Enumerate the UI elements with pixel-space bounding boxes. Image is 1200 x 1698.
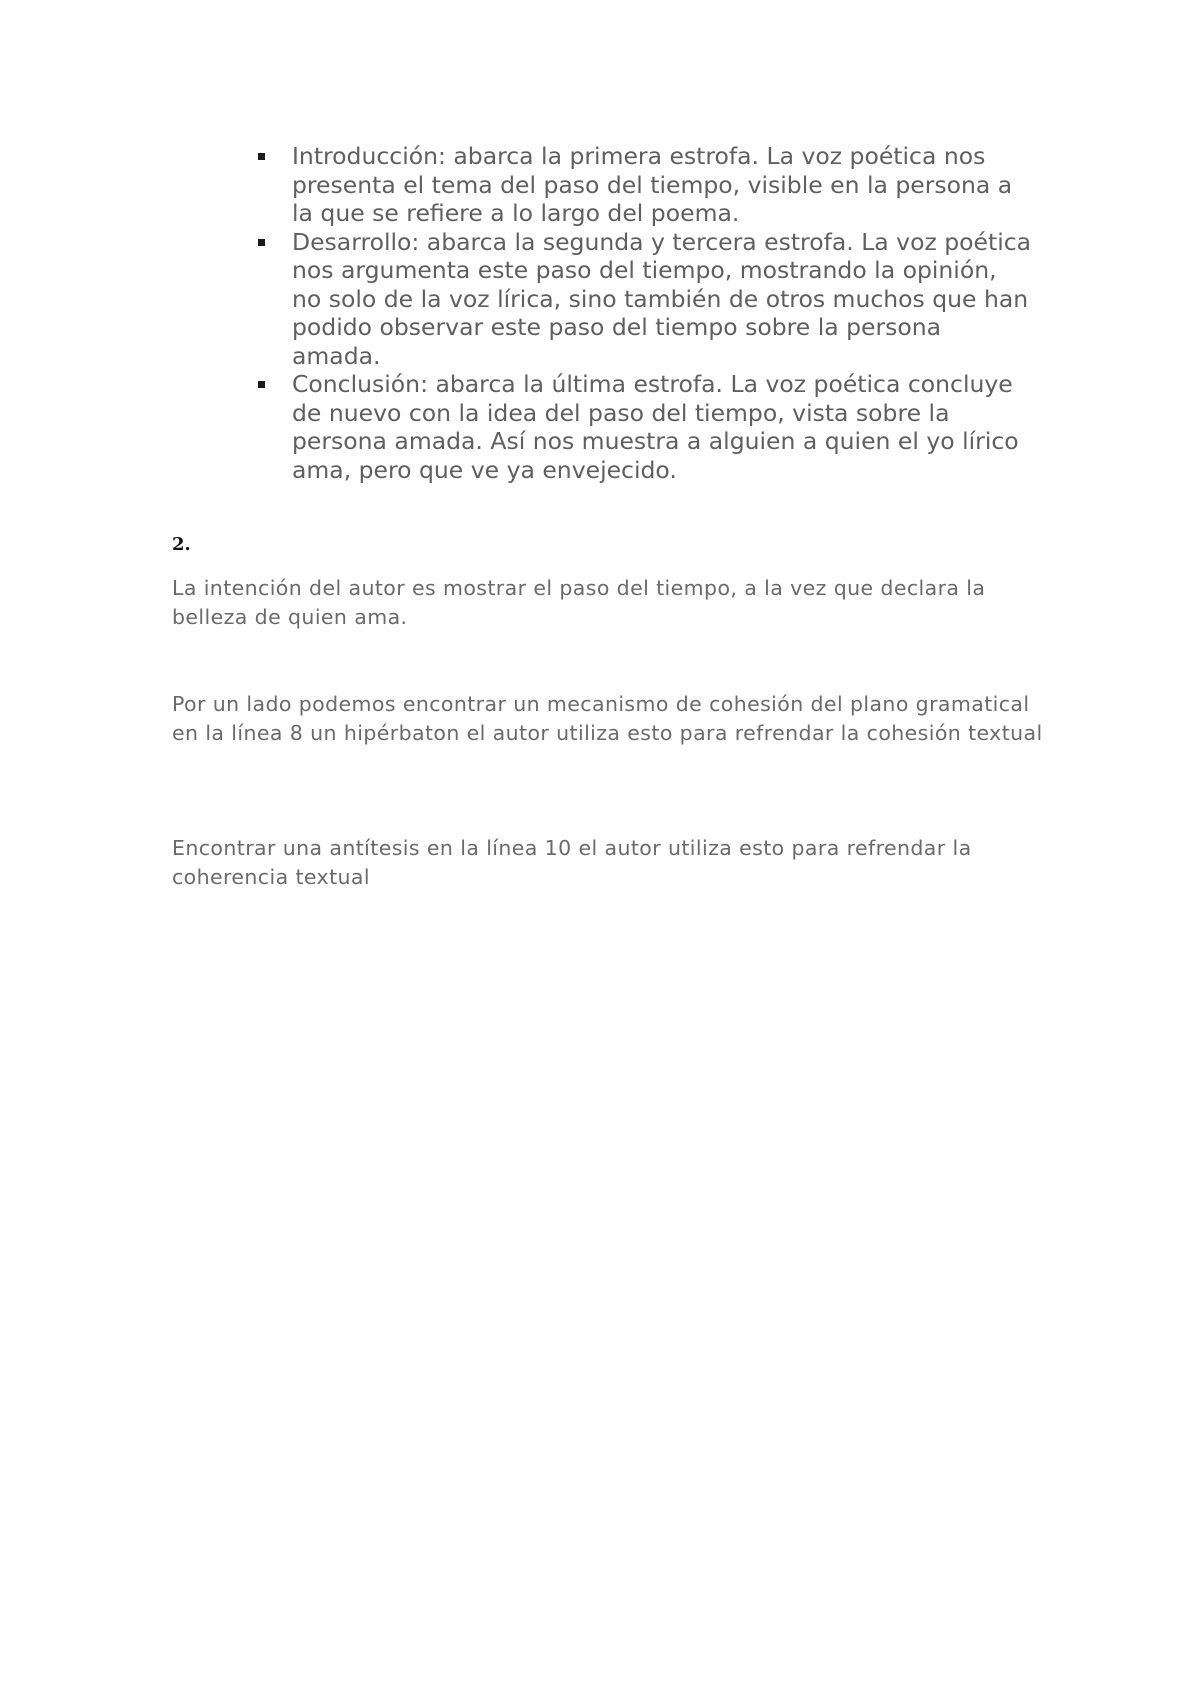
list-item	[292, 228, 1032, 371]
bullet-list	[292, 142, 1032, 484]
paragraph-cohesion: Por un lado podemos encontrar un mecanismo de cohesión del plano gramatical en la línea 8 un hipérbaton el autor utiliza esto para refrendar la cohesión textual	[172, 692, 1043, 745]
square-bullet-icon	[258, 239, 265, 246]
paragraph-coherence: Encontrar una antítesis en la línea 10 el autor utiliza esto para refrendar la coherencia textual	[172, 836, 972, 889]
list-item	[292, 142, 1032, 228]
square-bullet-icon	[258, 381, 265, 388]
paragraph-intention: La intención del autor es mostrar el paso del tiempo, a la vez que declara la belleza de quien ama.	[172, 576, 986, 629]
list-item	[292, 370, 1032, 484]
section-number: 2.	[172, 534, 191, 555]
bullet-text-introduccion: Introducción: abarca la primera estrofa. La voz poética nos presenta el tema del paso del tiempo, visible en la persona a la que se refiere a lo largo del poema.	[292, 142, 1013, 227]
bullet-text-conclusion: Conclusión: abarca la última estrofa. La voz poética concluye de nuevo con la idea del paso del tiempo, vista sobre la persona amada. Así nos muestra a alguien a quien el yo lírico ama, pero que ve ya envejecido.	[292, 370, 1019, 484]
bullet-text-desarrollo: Desarrollo: abarca la segunda y tercera estrofa. La voz poética nos argumenta este paso del tiempo, mostrando la opinión, no solo de la voz lírica, sino también de otros muchos que han podido observar este paso del tiempo sobre la persona amada.	[292, 227, 1032, 370]
square-bullet-icon	[258, 153, 265, 160]
